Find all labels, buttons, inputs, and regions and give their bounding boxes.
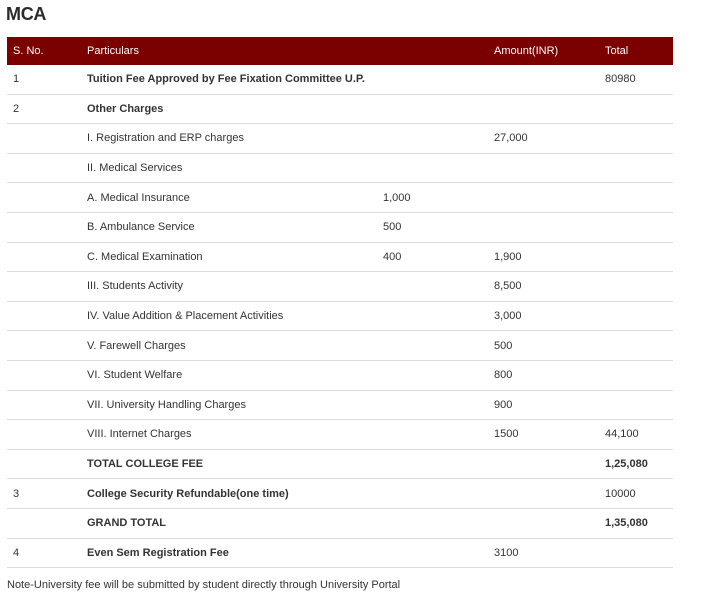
cell-amount: 1,900 xyxy=(488,242,599,272)
cell-sub-amount: 400 xyxy=(377,242,488,272)
cell-sno: 4 xyxy=(7,538,81,568)
cell-particulars: III. Students Activity xyxy=(81,272,377,302)
cell-amount xyxy=(488,212,599,242)
cell-particulars: VIII. Internet Charges xyxy=(81,420,377,450)
cell-amount: 800 xyxy=(488,360,599,390)
cell-sub-amount xyxy=(377,420,488,450)
cell-sno xyxy=(7,301,81,331)
table-row xyxy=(7,301,673,331)
cell-sno xyxy=(7,272,81,302)
table-row xyxy=(7,212,673,242)
header-sno: S. No. xyxy=(7,37,81,65)
cell-amount: 8,500 xyxy=(488,272,599,302)
table-row xyxy=(7,538,673,568)
cell-particulars: B. Ambulance Service xyxy=(81,212,377,242)
cell-particulars: Tuition Fee Approved by Fee Fixation Committee U.P. xyxy=(81,65,377,94)
cell-total xyxy=(599,538,673,568)
cell-total xyxy=(599,301,673,331)
cell-sno xyxy=(7,390,81,420)
cell-total xyxy=(599,272,673,302)
table-row xyxy=(7,65,673,94)
table-row xyxy=(7,479,673,509)
cell-sno xyxy=(7,153,81,183)
cell-amount: 900 xyxy=(488,390,599,420)
cell-total: 1,25,080 xyxy=(599,449,673,479)
cell-sub-amount xyxy=(377,94,488,124)
footnote: Note-University fee will be submitted by student directly through University Portal xyxy=(7,579,401,591)
cell-total xyxy=(599,390,673,420)
cell-total: 80980 xyxy=(599,65,673,94)
cell-sub-amount xyxy=(377,360,488,390)
cell-amount xyxy=(488,449,599,479)
cell-sub-amount: 500 xyxy=(377,212,488,242)
fee-table xyxy=(7,37,673,568)
cell-particulars: College Security Refundable(one time) xyxy=(81,479,377,509)
table-row xyxy=(7,94,673,124)
fee-table-body xyxy=(7,65,673,568)
table-row xyxy=(7,124,673,154)
cell-sno xyxy=(7,508,81,538)
cell-sub-amount xyxy=(377,479,488,509)
cell-amount xyxy=(488,94,599,124)
cell-particulars: I. Registration and ERP charges xyxy=(81,124,377,154)
cell-sub-amount xyxy=(377,272,488,302)
cell-particulars: V. Farewell Charges xyxy=(81,331,377,361)
table-row xyxy=(7,360,673,390)
cell-sub-amount xyxy=(377,153,488,183)
cell-sub-amount xyxy=(377,65,488,94)
cell-particulars: GRAND TOTAL xyxy=(81,508,377,538)
cell-amount: 27,000 xyxy=(488,124,599,154)
cell-total: 44,100 xyxy=(599,420,673,450)
cell-amount xyxy=(488,479,599,509)
cell-amount: 3,000 xyxy=(488,301,599,331)
cell-particulars: C. Medical Examination xyxy=(81,242,377,272)
cell-total xyxy=(599,153,673,183)
table-row xyxy=(7,331,673,361)
table-header-row xyxy=(7,37,673,65)
table-row xyxy=(7,390,673,420)
header-spacer xyxy=(377,37,488,65)
cell-sno xyxy=(7,331,81,361)
cell-total xyxy=(599,124,673,154)
cell-amount xyxy=(488,183,599,213)
page-title: MCA xyxy=(6,4,47,24)
cell-amount xyxy=(488,153,599,183)
cell-sno xyxy=(7,212,81,242)
cell-amount: 500 xyxy=(488,331,599,361)
cell-amount: 1500 xyxy=(488,420,599,450)
table-row xyxy=(7,153,673,183)
cell-sno: 3 xyxy=(7,479,81,509)
cell-sno xyxy=(7,360,81,390)
header-particulars: Particulars xyxy=(81,37,377,65)
table-row xyxy=(7,183,673,213)
cell-amount xyxy=(488,508,599,538)
cell-particulars: Even Sem Registration Fee xyxy=(81,538,377,568)
cell-sub-amount xyxy=(377,124,488,154)
cell-sno: 1 xyxy=(7,65,81,94)
cell-amount xyxy=(488,65,599,94)
cell-particulars: Other Charges xyxy=(81,94,377,124)
cell-particulars: VII. University Handling Charges xyxy=(81,390,377,420)
cell-sno xyxy=(7,124,81,154)
cell-sub-amount xyxy=(377,538,488,568)
table-row xyxy=(7,449,673,479)
cell-total xyxy=(599,331,673,361)
cell-particulars: II. Medical Services xyxy=(81,153,377,183)
cell-total xyxy=(599,94,673,124)
cell-sno xyxy=(7,449,81,479)
cell-sno: 2 xyxy=(7,94,81,124)
cell-sub-amount xyxy=(377,449,488,479)
cell-particulars: VI. Student Welfare xyxy=(81,360,377,390)
cell-sno xyxy=(7,420,81,450)
cell-sub-amount xyxy=(377,301,488,331)
table-row xyxy=(7,242,673,272)
cell-sub-amount: 1,000 xyxy=(377,183,488,213)
table-row xyxy=(7,508,673,538)
cell-particulars: IV. Value Addition & Placement Activities xyxy=(81,301,377,331)
cell-sub-amount xyxy=(377,390,488,420)
cell-sno xyxy=(7,183,81,213)
cell-total xyxy=(599,242,673,272)
header-amount: Amount(INR) xyxy=(488,37,599,65)
cell-total: 10000 xyxy=(599,479,673,509)
cell-amount: 3100 xyxy=(488,538,599,568)
cell-particulars: A. Medical Insurance xyxy=(81,183,377,213)
header-total: Total xyxy=(599,37,673,65)
cell-total: 1,35,080 xyxy=(599,508,673,538)
cell-sub-amount xyxy=(377,331,488,361)
cell-total xyxy=(599,212,673,242)
cell-particulars: TOTAL COLLEGE FEE xyxy=(81,449,377,479)
cell-total xyxy=(599,183,673,213)
table-row xyxy=(7,420,673,450)
table-row xyxy=(7,272,673,302)
cell-sno xyxy=(7,242,81,272)
cell-sub-amount xyxy=(377,508,488,538)
cell-total xyxy=(599,360,673,390)
